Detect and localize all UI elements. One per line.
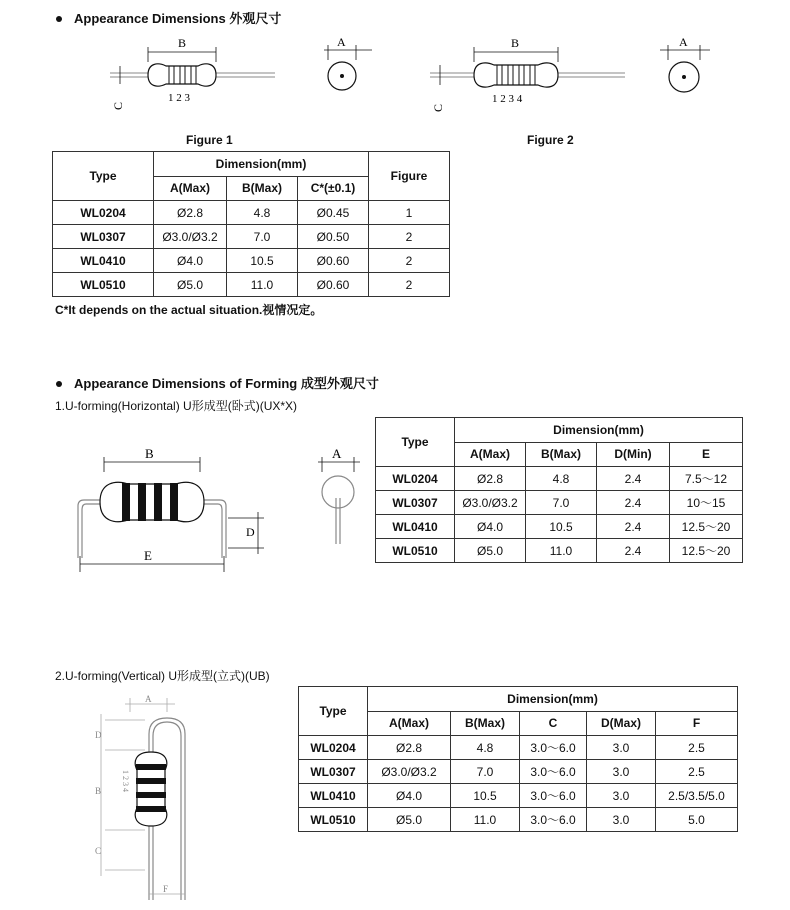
cell-figure: 2 [369, 249, 450, 273]
table-row [53, 201, 450, 225]
figure2-end-view [650, 30, 730, 110]
cell-d: 3.0 [587, 808, 656, 832]
header-b: B(Max) [227, 176, 298, 201]
horizontal-label-d: D [246, 525, 255, 539]
cell-b: 10.5 [451, 784, 520, 808]
header-d: D(Min) [597, 442, 670, 467]
cell-type: WL0410 [376, 515, 455, 539]
cell-figure: 1 [369, 201, 450, 225]
cell-b: 11.0 [526, 539, 597, 563]
figure1-band-numbers: 1 2 3 [168, 92, 190, 104]
vertical-label-c: C [95, 846, 102, 856]
header-type: Type [376, 418, 455, 467]
table-row [299, 784, 738, 808]
vertical-forming-table [298, 686, 738, 832]
cell-f: 5.0 [656, 808, 738, 832]
header-b: B(Max) [451, 711, 520, 736]
cell-a: Ø3.0/Ø3.2 [154, 225, 227, 249]
cell-b: 7.0 [227, 225, 298, 249]
header-dimension: Dimension(mm) [368, 687, 738, 712]
cell-b: 4.8 [227, 201, 298, 225]
cell-b: 4.8 [451, 736, 520, 760]
figure1-end-view [310, 30, 390, 110]
cell-type: WL0307 [53, 225, 154, 249]
cell-d: 2.4 [597, 515, 670, 539]
cell-type: WL0204 [53, 201, 154, 225]
cell-c: 3.0～6.0 [520, 808, 587, 832]
cell-type: WL0307 [299, 760, 368, 784]
cell-f: 2.5 [656, 760, 738, 784]
cell-a: Ø5.0 [455, 539, 526, 563]
horizontal-forming-drawing [68, 440, 278, 580]
table-row [376, 491, 743, 515]
header-c: C*(±0.1) [298, 176, 369, 201]
cell-d: 3.0 [587, 760, 656, 784]
figure1-label-a: A [337, 35, 346, 49]
section2-title: Appearance Dimensions of Forming 成型外观尺寸 [56, 373, 379, 392]
cell-e: 10～15 [670, 491, 743, 515]
cell-type: WL0307 [376, 491, 455, 515]
cell-b: 4.8 [526, 467, 597, 491]
vertical-band-numbers: 1 2 3 4 [121, 770, 130, 792]
cell-c: Ø0.60 [298, 273, 369, 297]
cell-type: WL0510 [299, 808, 368, 832]
cell-a: Ø4.0 [368, 784, 451, 808]
cell-d: 2.4 [597, 491, 670, 515]
table-row [53, 249, 450, 273]
cell-b: 11.0 [227, 273, 298, 297]
cell-figure: 2 [369, 225, 450, 249]
table-row [299, 736, 738, 760]
cell-d: 2.4 [597, 539, 670, 563]
section1-title: Appearance Dimensions 外观尺寸 [56, 8, 281, 27]
horizontal-label-b: B [145, 446, 154, 461]
cell-d: 3.0 [587, 784, 656, 808]
figure2-band-numbers: 1 2 3 4 [492, 93, 523, 105]
vertical-label-a: A [145, 694, 152, 704]
cell-a: Ø2.8 [154, 201, 227, 225]
cell-type: WL0510 [376, 539, 455, 563]
cell-b: 10.5 [227, 249, 298, 273]
cell-f: 2.5/3.5/5.0 [656, 784, 738, 808]
cell-e: 12.5～20 [670, 515, 743, 539]
header-d: D(Max) [587, 711, 656, 736]
table-row [376, 539, 743, 563]
cell-f: 2.5 [656, 736, 738, 760]
cell-type: WL0204 [376, 467, 455, 491]
dimensions-table [52, 151, 450, 297]
cell-type: WL0510 [53, 273, 154, 297]
header-a: A(Max) [154, 176, 227, 201]
figure2-label-c: C [431, 103, 445, 112]
horizontal-label-a: A [332, 446, 342, 461]
cell-e: 12.5～20 [670, 539, 743, 563]
cell-type: WL0410 [53, 249, 154, 273]
header-dimension: Dimension(mm) [154, 152, 369, 177]
cell-a: Ø5.0 [154, 273, 227, 297]
header-type: Type [299, 687, 368, 736]
table-row [53, 225, 450, 249]
cell-c: 3.0～6.0 [520, 784, 587, 808]
cell-d: 2.4 [597, 467, 670, 491]
header-dimension: Dimension(mm) [455, 418, 743, 443]
footnote: C*It depends on the actual situation.视情况定。 [55, 303, 323, 317]
header-a: A(Max) [368, 711, 451, 736]
cell-b: 10.5 [526, 515, 597, 539]
vertical-label-d: D [95, 730, 102, 740]
table-row [376, 467, 743, 491]
bullet-icon [56, 381, 62, 387]
vertical-label-f: F [163, 884, 169, 894]
cell-c: 3.0～6.0 [520, 760, 587, 784]
cell-d: 3.0 [587, 736, 656, 760]
horizontal-end-view [310, 440, 370, 560]
vertical-label-b: B [95, 786, 102, 796]
table-row [376, 515, 743, 539]
bullet-icon [56, 16, 62, 22]
header-b: B(Max) [526, 442, 597, 467]
horizontal-label-e: E [144, 548, 152, 563]
figure2-caption: Figure 2 [527, 133, 574, 147]
cell-a: Ø2.8 [455, 467, 526, 491]
cell-c: 3.0～6.0 [520, 736, 587, 760]
figure1-label-c: C [111, 101, 125, 110]
table-row [53, 273, 450, 297]
header-type: Type [53, 152, 154, 201]
cell-figure: 2 [369, 273, 450, 297]
cell-a: Ø3.0/Ø3.2 [455, 491, 526, 515]
table-row [299, 808, 738, 832]
cell-c: Ø0.45 [298, 201, 369, 225]
cell-b: 11.0 [451, 808, 520, 832]
cell-type: WL0410 [299, 784, 368, 808]
cell-b: 7.0 [451, 760, 520, 784]
figure1-caption: Figure 1 [186, 133, 233, 147]
header-e: E [670, 442, 743, 467]
figure2-label-a: A [679, 35, 688, 49]
cell-e: 7.5～12 [670, 467, 743, 491]
cell-a: Ø5.0 [368, 808, 451, 832]
part1-subtitle: 1.U-forming(Horizontal) U形成型(卧式)(UX*X) [55, 399, 298, 413]
part2-subtitle: 2.U-forming(Vertical) U形成型(立式)(UB) [55, 669, 270, 683]
figure1-label-b: B [178, 36, 187, 50]
figure1-drawing [70, 30, 300, 120]
figure2-label-b: B [511, 36, 520, 50]
horizontal-forming-table [375, 417, 743, 563]
cell-c: Ø0.60 [298, 249, 369, 273]
header-figure: Figure [369, 152, 450, 201]
cell-type: WL0204 [299, 736, 368, 760]
table-row [299, 760, 738, 784]
cell-a: Ø2.8 [368, 736, 451, 760]
vertical-forming-drawing [85, 690, 225, 905]
cell-a: Ø3.0/Ø3.2 [368, 760, 451, 784]
cell-a: Ø4.0 [455, 515, 526, 539]
figure2-drawing [400, 30, 640, 120]
cell-a: Ø4.0 [154, 249, 227, 273]
header-f: F [656, 711, 738, 736]
header-c: C [520, 711, 587, 736]
cell-c: Ø0.50 [298, 225, 369, 249]
header-a: A(Max) [455, 442, 526, 467]
cell-b: 7.0 [526, 491, 597, 515]
